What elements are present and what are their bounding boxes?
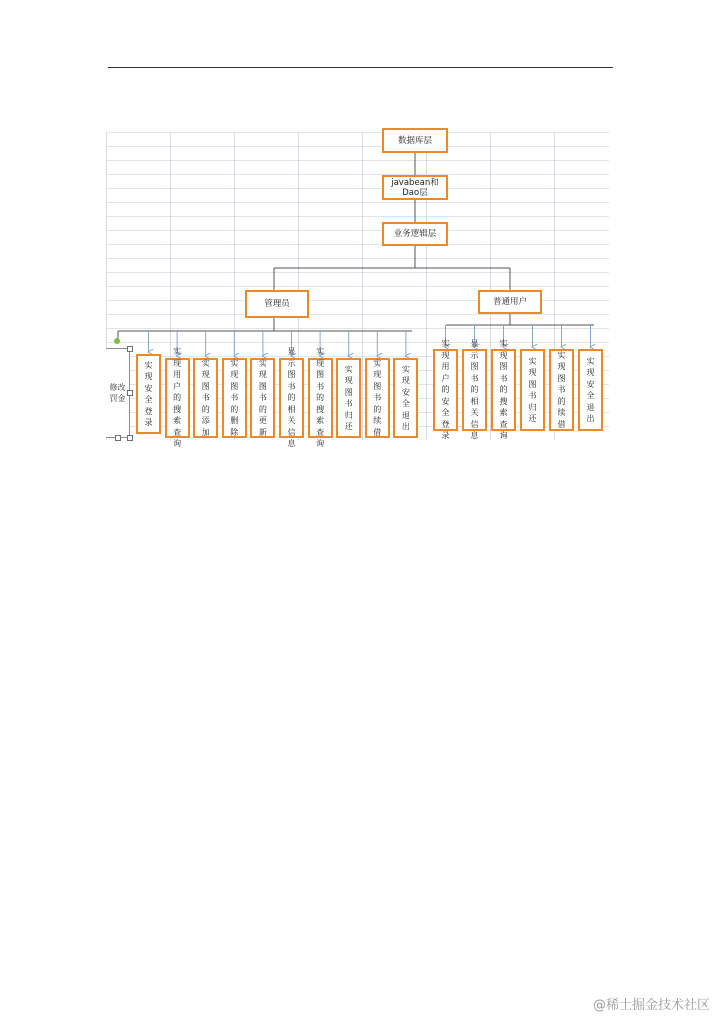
user-function-box	[578, 349, 603, 431]
user-function-box	[520, 349, 545, 431]
admin-function-box	[193, 358, 218, 438]
role-admin-box	[245, 290, 309, 318]
user-function-box	[549, 349, 574, 431]
admin-function-box	[136, 354, 161, 434]
user-function-box	[491, 339, 516, 441]
role-user-label: 普通用户	[492, 297, 527, 307]
user-function-label: 实现图书归还	[528, 356, 537, 423]
admin-function-label: 实现图书的添加	[201, 358, 210, 437]
user-function-box	[462, 339, 487, 441]
admin-function-label: 实现图书的续借	[373, 358, 382, 437]
selected-shape-label: 修改罚金	[109, 383, 126, 403]
layer-business-box	[382, 222, 448, 246]
resize-handle-icon[interactable]	[115, 435, 121, 441]
layer-dao-label: javabean和Dao层	[391, 177, 439, 198]
user-function-box	[433, 339, 458, 441]
admin-function-label: 实现图书的删除	[230, 358, 239, 437]
user-function-label: 实现用户的安全登录	[441, 339, 450, 441]
layer-business-label: 业务逻辑层	[393, 229, 437, 239]
resize-handle-icon[interactable]	[127, 346, 133, 352]
watermark: @稀土掘金技术社区	[592, 998, 710, 1013]
admin-function-box	[222, 358, 247, 438]
admin-function-box	[336, 358, 361, 438]
resize-handle-icon[interactable]	[127, 390, 133, 396]
layer-dao-box	[382, 175, 448, 200]
page-top-rule	[108, 67, 613, 68]
admin-function-label: 实现用户的搜索查询	[173, 347, 182, 449]
diagram-sheet	[106, 132, 609, 449]
admin-function-box	[165, 347, 190, 449]
admin-function-box	[250, 358, 275, 438]
role-admin-label: 管理员	[264, 299, 290, 309]
admin-function-label: 实现图书的搜索查询	[316, 347, 325, 449]
admin-function-box	[308, 347, 333, 449]
user-function-label: 实现安全退出	[586, 356, 595, 423]
resize-handle-icon[interactable]	[127, 435, 133, 441]
admin-function-label: 实现图书的更新	[258, 358, 267, 437]
admin-function-box	[365, 358, 390, 438]
user-function-label: 实现图书的搜索查询	[499, 339, 508, 441]
layer-database-box	[382, 128, 448, 153]
admin-function-label: 显示图书的相关信息	[287, 347, 296, 449]
role-user-box	[478, 290, 542, 314]
user-function-label: 显示图书的相关信息	[470, 339, 479, 441]
user-function-label: 实现图书的续借	[557, 350, 566, 429]
admin-function-box	[393, 358, 418, 438]
rotate-handle-icon[interactable]	[114, 338, 120, 344]
admin-function-label: 实现安全登录	[144, 360, 153, 427]
admin-function-box	[279, 347, 304, 449]
admin-function-label: 实现安全退出	[401, 364, 410, 431]
admin-function-label: 实现图书归还	[344, 364, 353, 431]
layer-database-label: 数据库层	[397, 135, 432, 146]
